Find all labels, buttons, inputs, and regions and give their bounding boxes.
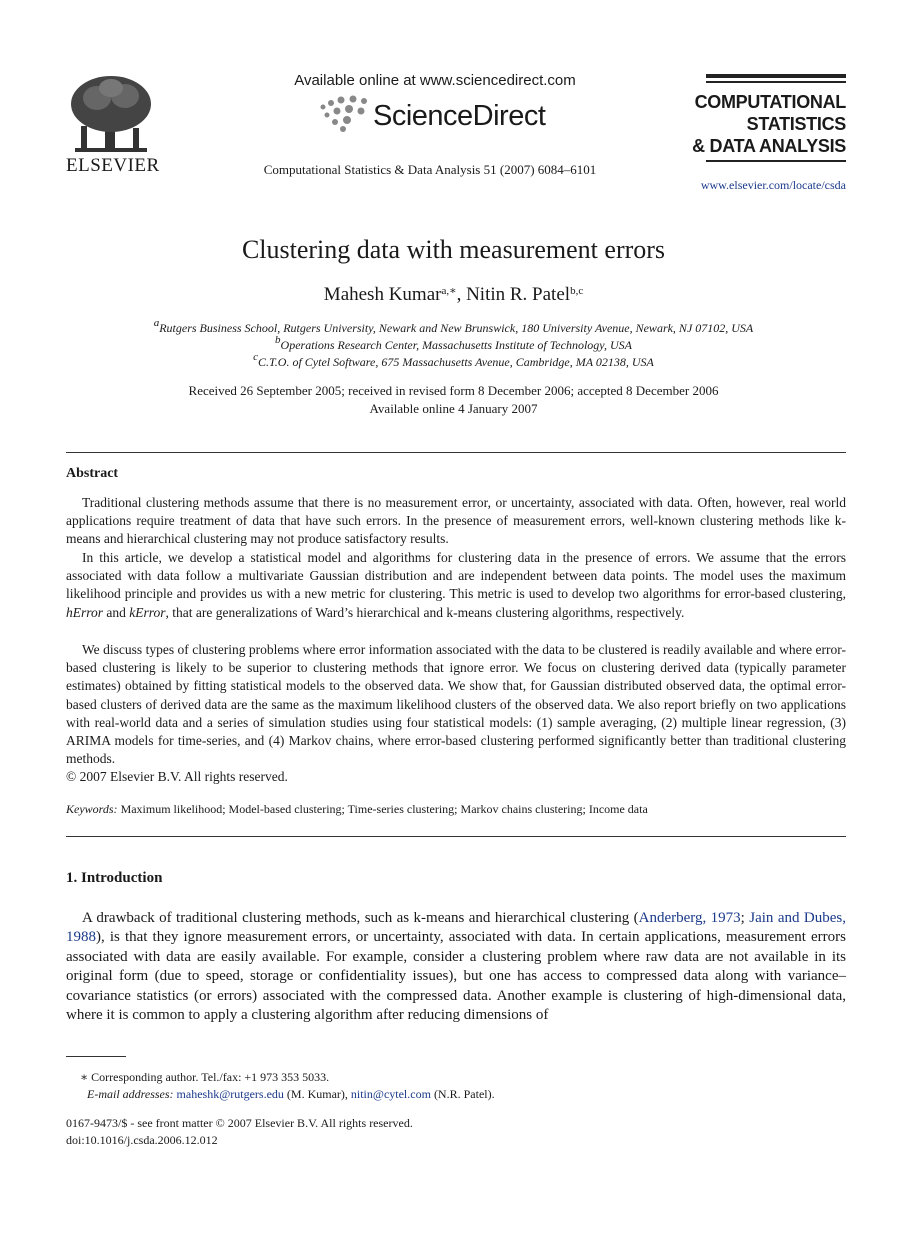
email-owner: (N.R. Patel). (430, 1087, 495, 1101)
abstract-paragraph: We discuss types of clustering problems where error information associated with the data to be clustered is readily available and where error-based clustering is likely to be superior to clustering methods that ignore error. We focus on clustering derived data (typically parameter estimates) obtained by fitting statistical models to the observed data. We show that, for Gaussian distributed observed data, the optimal error-based clusters of derived data are the same as the maximum likelihood clusters of the observed data. We also report briefly on two applications with real-world data and a series of simulation studies using four statistical models: (1) sample averaging, (2) multiple linear regression, (3) ARIMA models for time-series, and (4) Markov chains, where error-based clustering performed significantly better than traditional clustering methods. (66, 642, 846, 767)
algorithm-name: kError (129, 604, 166, 620)
intro-text: ), is that they ignore measurement errors, or uncertainty, associated with data. In certain applications, measurement errors associated with data are easily available. For example, consider a clustering problem where raw data are not available in its original form (due to speed, storage or confidentiality issues), but one has access to compressed data along with variance–covariance statistics (or errors) associated with the compressed data. Another example is clustering of high-dimensional data, where it is common to apply a clustering algorithm after reducing dimensions of (66, 929, 846, 1024)
intro-text: A drawback of traditional clustering methods, such as k-means and hierarchical clustering ( (82, 910, 639, 926)
abstract-paragraph (66, 549, 846, 622)
abstract-text: and (103, 604, 130, 620)
keywords-label: Keywords: (66, 802, 118, 816)
publisher-name: ELSEVIER (66, 155, 160, 176)
sciencedirect-wordmark: ScienceDirect (373, 100, 546, 132)
journal-url-link[interactable]: www.elsevier.com/locate/csda (700, 178, 846, 192)
citation-link[interactable]: Jain and Dubes, 1988 (66, 910, 846, 946)
abstract-text: , that are generalizations of Ward’s hierarchical and k-means clustering algorithms, respectively. (165, 604, 685, 620)
affiliation-text: Operations Research Center, Massachusetts Institute of Technology, USA (280, 338, 632, 352)
issn-line: 0167-9473/$ - see front matter © 2007 Elsevier B.V. All rights reserved. (66, 1116, 413, 1130)
journal-title-line: COMPUTATIONAL (694, 92, 846, 112)
affiliation-marker: c (253, 351, 258, 363)
affiliation (0, 334, 907, 353)
article-title: Clustering data with measurement errors (241, 235, 666, 264)
author-name: Mahesh Kumar (323, 284, 442, 305)
author-affiliation-marker[interactable]: a,∗ (441, 285, 457, 297)
email-link[interactable]: maheshk@rutgers.edu (176, 1087, 284, 1101)
keywords-list: Maximum likelihood; Model-based clustering; Time-series clustering; Markov chains clustering; Income data (117, 802, 648, 816)
section-rule (66, 836, 846, 837)
email-owner: (M. Kumar), (283, 1087, 351, 1101)
abstract-copyright: © 2007 Elsevier B.V. All rights reserved. (66, 769, 288, 784)
email-note (87, 1087, 495, 1102)
elsevier-tree-logo (67, 74, 155, 156)
journal-citation: Computational Statistics & Data Analysis 51 (2007) 6084–6101 (263, 162, 597, 177)
abstract-heading: Abstract (66, 466, 119, 481)
sciencedirect-dots-icon (317, 93, 377, 133)
author-affiliation-marker[interactable]: b,c (570, 285, 584, 297)
doi-line[interactable]: doi:10.1016/j.csda.2006.12.012 (66, 1133, 218, 1147)
available-online-text: Available online at www.sciencedirect.com (294, 72, 576, 89)
received-dates: Received 26 September 2005; received in revised form 8 December 2006; accepted 8 December 2006 (188, 383, 719, 398)
footnote-rule (66, 1056, 126, 1057)
abstract-text: In this article, we develop a statistical model and algorithms for clustering data in the presence of errors. We assume that the errors associated with data follow a multivariate Gaussian distribution and are independent between data points. The model uses the maximum likelihood principle and provides us with a new metric for clustering. This metric is used to develop two algorithms for error-based clustering, (66, 550, 846, 602)
intro-paragraph (66, 909, 846, 1025)
journal-title-line: STATISTICS (746, 114, 846, 134)
author-list (0, 284, 907, 306)
abstract-paragraph: Traditional clustering methods assume that there is no measurement error, or uncertainty, associated with data. Often, however, real world applications require treatment of data that have such errors. In the presence of measurement errors, well-known clustering methods like k-means and hierarchical clustering may not produce satisfactory results. (66, 495, 846, 547)
available-online-date: Available online 4 January 2007 (369, 401, 538, 416)
algorithm-name: hError (66, 604, 104, 620)
affiliation (0, 351, 907, 370)
journal-logo-rule (706, 74, 846, 78)
author-separator: , (456, 284, 467, 305)
affiliation-marker: b (275, 334, 281, 346)
section-rule (66, 452, 846, 453)
section-heading: 1. Introduction (66, 870, 163, 886)
affiliation-marker: a (153, 317, 160, 329)
journal-logo-rule (706, 160, 846, 162)
author-name: Nitin R. Patel (466, 284, 571, 305)
email-label: E-mail addresses: (87, 1087, 174, 1101)
journal-logo-title (660, 91, 846, 157)
affiliation (0, 317, 907, 336)
email-link[interactable]: nitin@cytel.com (350, 1087, 431, 1101)
affiliation-text: Rutgers Business School, Rutgers University, Newark and New Brunswick, 180 University Avenue, Newark, NJ 07102, USA (159, 321, 754, 335)
journal-logo-rule (706, 81, 846, 83)
keywords (66, 802, 846, 817)
journal-title-line: & DATA ANALYSIS (692, 136, 846, 156)
citation-link[interactable]: Anderberg, 1973 (638, 910, 741, 926)
corresponding-author-note: ∗ Corresponding author. Tel./fax: +1 973 353 5033. (80, 1070, 330, 1084)
affiliation-text: C.T.O. of Cytel Software, 675 Massachusetts Avenue, Cambridge, MA 02138, USA (258, 355, 654, 369)
citation-separator: ; (740, 910, 750, 926)
